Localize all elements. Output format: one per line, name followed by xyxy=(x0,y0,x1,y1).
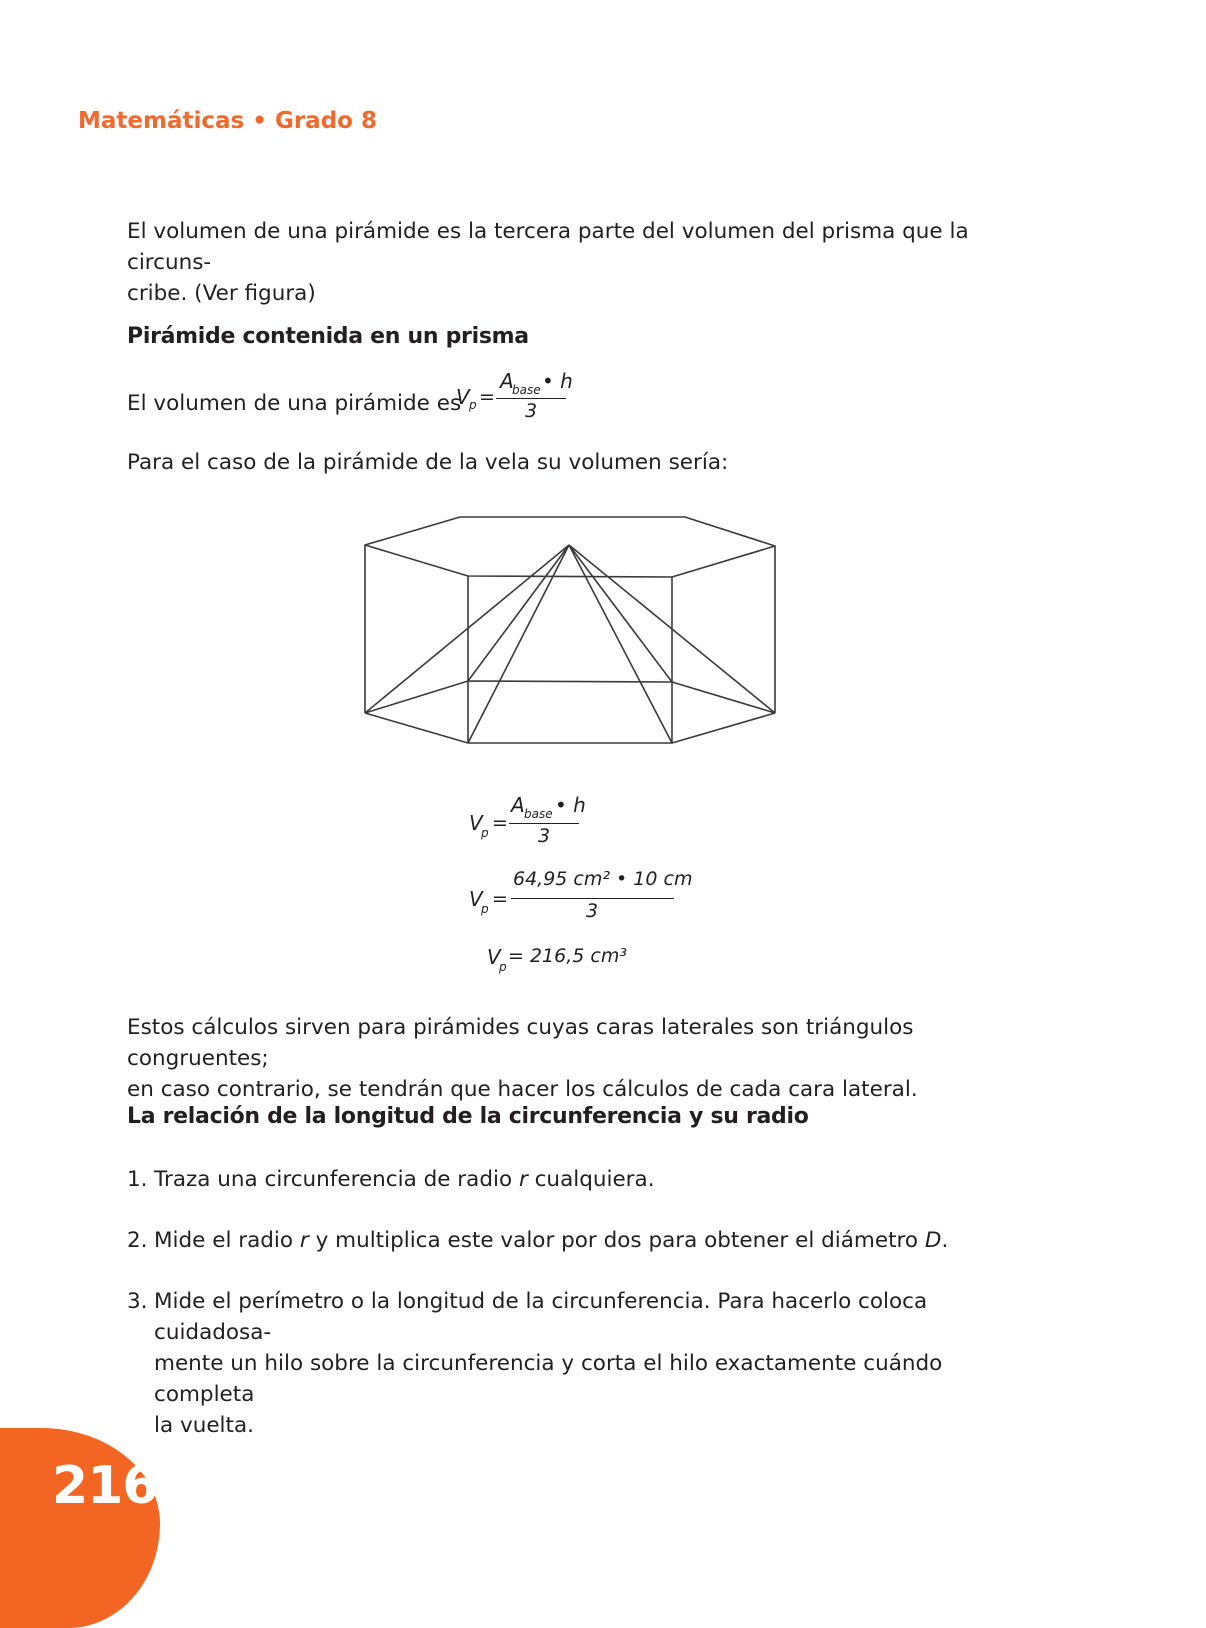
f2-V: V xyxy=(469,887,483,911)
subject-label: Matemáticas xyxy=(78,108,245,134)
formula-dot-h: • h xyxy=(542,369,573,393)
formula-denominator: 3 xyxy=(525,400,538,422)
running-header xyxy=(78,108,377,134)
result-sub-p: p xyxy=(499,960,507,974)
f2-denominator: 3 xyxy=(586,900,599,922)
page-number: 216 xyxy=(52,1456,158,1516)
f2-fraction-bar xyxy=(511,898,674,899)
f1-sub-p: p xyxy=(481,826,489,840)
formula-sub-base: base xyxy=(512,383,541,397)
f2-numerator: 64,95 cm² • 10 cm xyxy=(513,868,693,890)
result-value: = 216,5 cm³ xyxy=(508,945,627,967)
grade-label: Grado 8 xyxy=(274,108,377,134)
section-heading-pyramid-in-prism: Pirámide contenida en un prisma xyxy=(127,324,529,349)
f1-equals: = xyxy=(492,812,508,834)
prism-bottom-front xyxy=(365,713,775,743)
list-item-text: Traza una circunferencia de radio r cualquiera. xyxy=(154,1167,655,1192)
list-item-text: Mide el perímetro o la longitud de la circunferencia. Para hacerlo coloca cuidadosa- mente un hilo sobre la circunferencia y corta el hilo exactamente cuándo completa la vuelta. xyxy=(154,1289,943,1438)
list-item-number: 1. xyxy=(127,1167,148,1192)
f2-sub-p: p xyxy=(481,902,489,916)
result-V: V xyxy=(487,945,501,969)
list-item-number: 3. xyxy=(127,1289,148,1314)
candle-case-text: Para el caso de la pirámide de la vela su volumen sería: xyxy=(127,450,729,475)
list-item-text: Mide el radio r y multiplica este valor por dos para obtener el diámetro D. xyxy=(154,1228,949,1253)
header-bullet: • xyxy=(252,108,267,134)
formula-lead-text: El volumen de una pirámide es xyxy=(127,391,462,416)
f1-V: V xyxy=(469,811,483,835)
note-line-2: en caso contrario, se tendrán que hacer los cálculos de cada cara lateral. xyxy=(127,1077,918,1102)
intro-line-2: cribe. (Ver figura) xyxy=(127,281,316,306)
section-heading-circumference: La relación de la longitud de la circunferencia y su radio xyxy=(127,1104,809,1129)
formula-A: A xyxy=(500,369,514,393)
intro-paragraph xyxy=(127,216,1027,309)
f1-A: A xyxy=(511,793,525,817)
formula-V: V xyxy=(456,385,470,409)
f2-equals: = xyxy=(492,888,508,910)
list-item xyxy=(127,1164,1027,1195)
intro-line-1: El volumen de una pirámide es la tercera parte del volumen del prisma que la circuns- xyxy=(127,219,969,275)
prism-bottom-back xyxy=(365,681,775,713)
f1-fraction-bar xyxy=(509,823,579,824)
formula-equals: = xyxy=(479,386,495,408)
list-item xyxy=(127,1286,1027,1441)
pyramid-in-prism-figure xyxy=(360,512,780,748)
formula-sub-p: p xyxy=(469,398,477,412)
list-item xyxy=(127,1225,1027,1256)
list-item-number: 2. xyxy=(127,1228,148,1253)
note-line-1: Estos cálculos sirven para pirámides cuyas caras laterales son triángulos congruentes; xyxy=(127,1015,914,1071)
f1-dot-h: • h xyxy=(555,793,586,817)
fraction-bar xyxy=(496,398,566,399)
f1-sub-base: base xyxy=(524,807,553,821)
note-paragraph xyxy=(127,1012,1027,1105)
f1-denominator: 3 xyxy=(538,825,551,847)
pyramid-edges xyxy=(365,545,775,743)
